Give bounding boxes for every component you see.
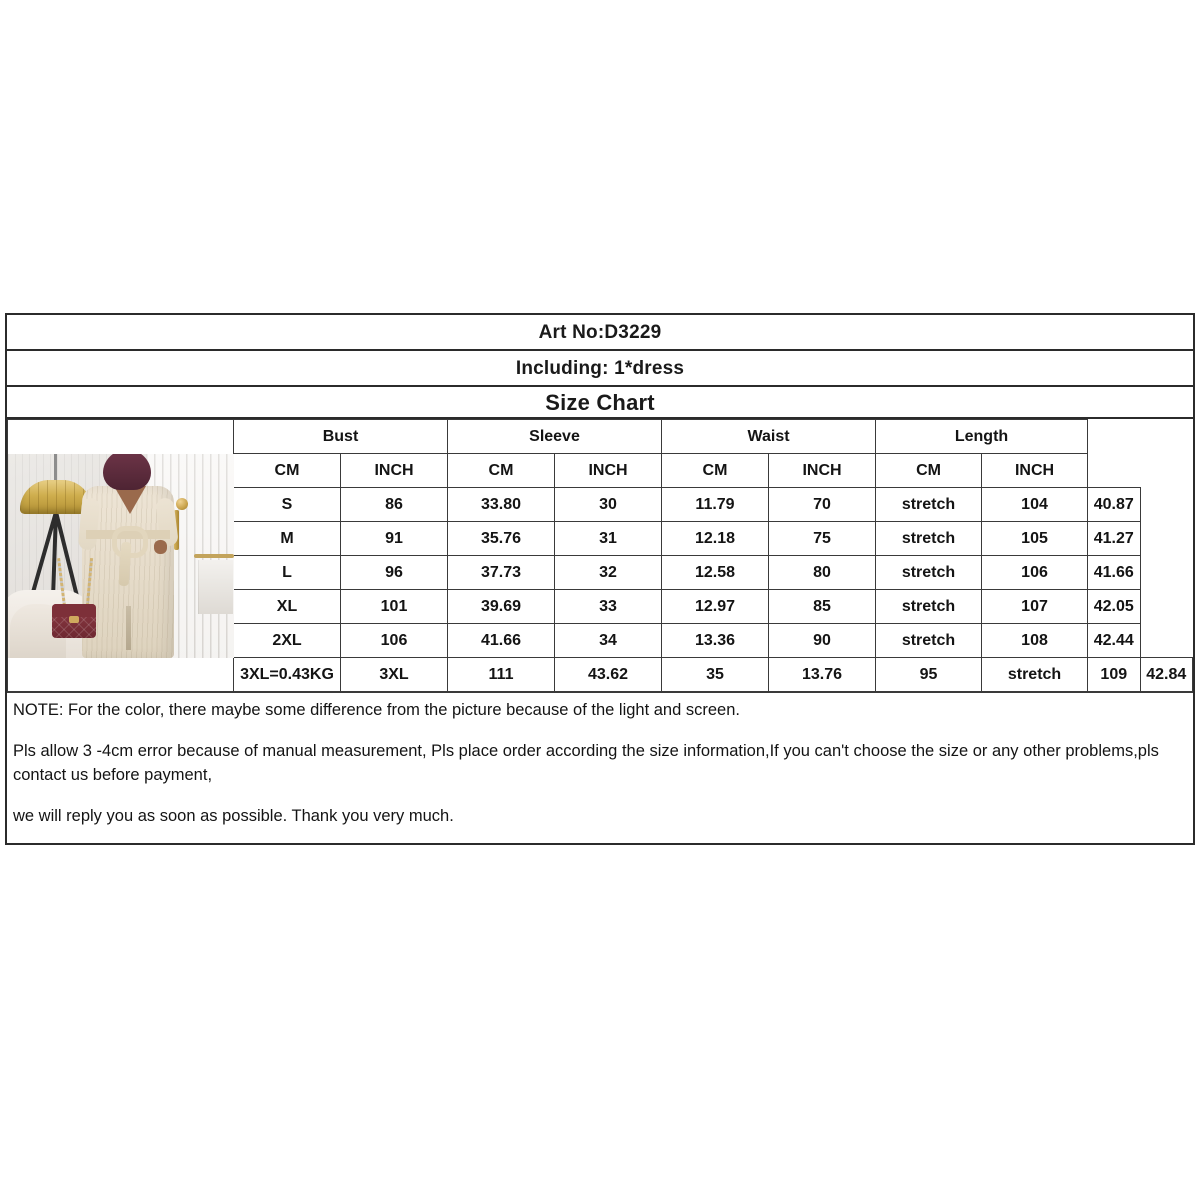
unit-bust-inch: INCH (341, 454, 448, 488)
cell-length-inch: 41.27 (1088, 522, 1140, 556)
unit-waist-cm: CM (662, 454, 769, 488)
weight-label: 3XL=0.43KG (234, 658, 341, 692)
note-reply: we will reply you as soon as possible. Thank you very much. (13, 807, 454, 826)
cell-length-cm: 106 (982, 556, 1088, 590)
cell-bust-inch: 37.73 (448, 556, 555, 590)
cell-sleeve-inch: 13.36 (662, 624, 769, 658)
cell-length-inch: 42.44 (1088, 624, 1140, 658)
cell-length-cm: 108 (982, 624, 1088, 658)
cell-length-inch: 41.66 (1088, 556, 1140, 590)
size-label: M (234, 522, 341, 556)
handbag-flap (52, 604, 96, 617)
product-photo-cell (8, 420, 234, 692)
group-header-bust: Bust (234, 420, 448, 454)
size-chart-title: Size Chart (7, 387, 1193, 419)
cell-waist-inch: stretch (982, 658, 1088, 692)
cell-sleeve-cm: 32 (555, 556, 662, 590)
group-header-length: Length (876, 420, 1088, 454)
cell-sleeve-inch: 12.97 (662, 590, 769, 624)
cell-length-cm: 107 (982, 590, 1088, 624)
cell-bust-inch: 39.69 (448, 590, 555, 624)
size-label: XL (234, 590, 341, 624)
cell-waist-inch: stretch (876, 556, 982, 590)
cell-sleeve-cm: 34 (555, 624, 662, 658)
cell-sleeve-cm: 35 (662, 658, 769, 692)
cell-waist-cm: 80 (769, 556, 876, 590)
cell-length-inch: 42.05 (1088, 590, 1140, 624)
size-label: L (234, 556, 341, 590)
model-hair (103, 454, 151, 490)
group-header-sleeve: Sleeve (448, 420, 662, 454)
cell-sleeve-inch: 12.18 (662, 522, 769, 556)
unit-bust-cm: CM (234, 454, 341, 488)
cell-length-inch: 40.87 (1088, 488, 1140, 522)
cell-waist-cm: 90 (769, 624, 876, 658)
cell-sleeve-cm: 31 (555, 522, 662, 556)
cell-bust-cm: 101 (341, 590, 448, 624)
cell-waist-cm: 85 (769, 590, 876, 624)
cell-bust-inch: 35.76 (448, 522, 555, 556)
gold-knob (176, 498, 188, 510)
cell-sleeve-inch: 13.76 (769, 658, 876, 692)
cell-length-cm: 104 (982, 488, 1088, 522)
unit-length-cm: CM (876, 454, 982, 488)
including-banner: Including: 1*dress (7, 351, 1193, 387)
cell-bust-inch: 33.80 (448, 488, 555, 522)
cell-waist-cm: 95 (876, 658, 982, 692)
group-header-waist: Waist (662, 420, 876, 454)
note-measurement: Pls allow 3 -4cm error because of manual measurement, Pls place order according the size information,If you can't choose the size or any other problems,pls contact us before payment, (13, 742, 1159, 784)
dress-slit (126, 606, 131, 650)
art-number-banner: Art No:D3229 (7, 315, 1193, 351)
cell-sleeve-inch: 12.58 (662, 556, 769, 590)
cell-bust-inch: 41.66 (448, 624, 555, 658)
size-label: S (234, 488, 341, 522)
notes-section (7, 692, 1193, 843)
unit-sleeve-inch: INCH (555, 454, 662, 488)
size-label: 2XL (234, 624, 341, 658)
cell-bust-cm: 91 (341, 522, 448, 556)
size-chart-sheet (5, 313, 1195, 845)
towel-bar (194, 554, 234, 558)
cell-bust-inch: 43.62 (555, 658, 662, 692)
note-color: NOTE: For the color, there maybe some difference from the picture because of the light and screen. (13, 701, 740, 719)
cell-bust-cm: 96 (341, 556, 448, 590)
cell-length-cm: 105 (982, 522, 1088, 556)
handbag-clasp (69, 616, 79, 623)
cell-bust-cm: 106 (341, 624, 448, 658)
unit-length-inch: INCH (982, 454, 1088, 488)
unit-waist-inch: INCH (769, 454, 876, 488)
cell-waist-inch: stretch (876, 624, 982, 658)
cell-sleeve-inch: 11.79 (662, 488, 769, 522)
size-table (7, 419, 1193, 692)
model-hand (154, 540, 167, 554)
cell-waist-cm: 70 (769, 488, 876, 522)
cell-waist-inch: stretch (876, 522, 982, 556)
size-label: 3XL (341, 658, 448, 692)
cell-sleeve-cm: 33 (555, 590, 662, 624)
dress-v-neckline (114, 486, 146, 514)
cell-sleeve-cm: 30 (555, 488, 662, 522)
cell-length-cm: 109 (1088, 658, 1140, 692)
towel (198, 560, 233, 614)
cell-bust-cm: 86 (341, 488, 448, 522)
cell-waist-cm: 75 (769, 522, 876, 556)
cell-waist-inch: stretch (876, 488, 982, 522)
product-photo (8, 454, 234, 658)
cell-bust-cm: 111 (448, 658, 555, 692)
table-row-group-header (8, 420, 1193, 454)
cell-waist-inch: stretch (876, 590, 982, 624)
cell-length-inch: 42.84 (1140, 658, 1192, 692)
unit-sleeve-cm: CM (448, 454, 555, 488)
